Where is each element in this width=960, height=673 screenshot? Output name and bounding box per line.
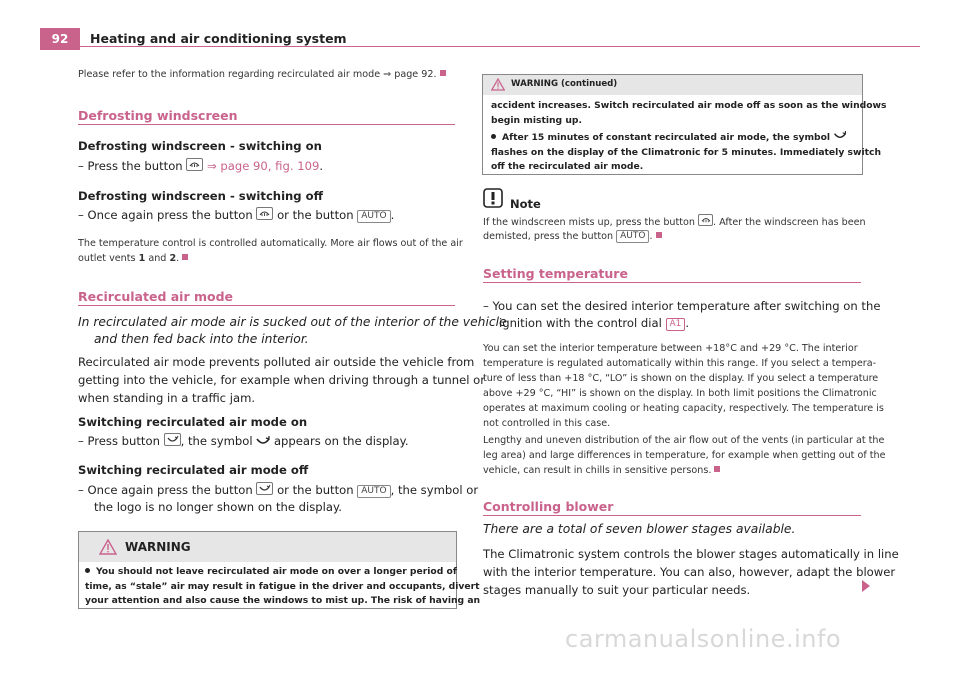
- recirculation-icon: [164, 433, 181, 446]
- blower-body-line1: The Climatronic system controls the blower stages automatically in line: [483, 547, 899, 561]
- warning-title: WARNING: [125, 540, 191, 554]
- recirculation-icon: [833, 131, 847, 140]
- warning-continued-text: accident increases. Switch recirculated air mode off as soon as the windows begin misting up. After 15 minutes of constant recirculated air mode, the symbol flashes on the display of the Climatronic for 5 minutes. Immediately switch off the recirculated air mode.: [491, 100, 887, 172]
- page-number: 92: [40, 28, 80, 50]
- warning-text: You should not leave recirculated air mode on over a longer period of time, as “stale” air may result in fatigue in the driver and occupants, divert your attention and also cause the windows to mist up. The risk of having an: [85, 566, 481, 606]
- section-rule: [78, 124, 455, 125]
- auto-button-label: AUTO: [357, 210, 390, 223]
- recirc-off-step: – Once again press the button or the button AUTO , the symbol or: [78, 483, 479, 497]
- recirc-on-step: – Press button , the symbol appears on the display.: [78, 434, 409, 448]
- defrost-on-step: – Press the button ⇒ page 90, fig. 109.: [78, 159, 324, 173]
- section-rule: [483, 282, 861, 283]
- recirc-body-line2: getting into the vehicle, for example when driving through a tunnel or: [78, 373, 486, 387]
- section-title-temperature: Setting temperature: [483, 266, 628, 281]
- defrost-note-line1: The temperature control is controlled automatically. More air flows out of the air: [78, 238, 463, 249]
- defrost-off-heading: Defrosting windscreen - switching off: [78, 189, 323, 203]
- recirc-body-line3: when standing in a traffic jam.: [78, 391, 256, 405]
- warning-box: [78, 531, 481, 609]
- end-mark-icon: [440, 70, 446, 76]
- warning-header: [79, 532, 456, 562]
- page-title: Heating and air conditioning system: [90, 31, 347, 46]
- recirc-off-step-line2: the logo is no longer shown on the display.: [94, 500, 342, 514]
- auto-button-label: AUTO: [357, 485, 390, 498]
- warning-triangle-icon: [491, 78, 505, 91]
- end-mark-icon: [182, 254, 188, 260]
- header-rule: [40, 46, 920, 47]
- bullet: [85, 568, 90, 573]
- watermark: carmanualsonline.info: [565, 625, 842, 653]
- section-rule: [78, 305, 455, 306]
- warning-header: [483, 75, 862, 95]
- note-line2: demisted, press the button AUTO .: [483, 229, 662, 244]
- recirculation-icon: [256, 482, 273, 495]
- defrost-on-heading: Defrosting windscreen - switching on: [78, 139, 322, 153]
- warning-continued-box: [482, 74, 887, 175]
- auto-button-label: AUTO: [616, 230, 649, 243]
- defrost-icon: [186, 158, 203, 171]
- temp-step-line2: ignition with the control dial A1 .: [499, 316, 690, 330]
- recirculation-icon: [256, 436, 270, 446]
- recirc-body-line1: Recirculated air mode prevents polluted air outside the vehicle from: [78, 355, 475, 369]
- section-title-blower: Controlling blower: [483, 499, 614, 514]
- defrost-off-step: – Once again press the button or the button AUTO .: [78, 208, 395, 222]
- next-page-arrow-icon[interactable]: [862, 580, 870, 592]
- recirc-intro-line1: In recirculated air mode air is sucked out of the interior of the vehicle: [78, 315, 507, 329]
- temp-paragraph-1: You can set the interior temperature between +18°C and +29 °C. The interior temperature is regulated automatically within this range. If you select a tempera- ture of less than +18 °C, “LO” is shown on the display. If you select a temperature above +29 °C, “HI” is shown on the display. In both limit positions the Climatronic operates at maximum cooling or heating capacity, respectively. The temperature is not controlled in this case.: [483, 343, 884, 429]
- end-mark-icon: [714, 466, 720, 472]
- note-icon: [483, 188, 503, 208]
- note-line1: If the windscreen mists up, press the button . After the windscreen has been: [483, 214, 866, 230]
- recirc-off-heading: Switching recirculated air mode off: [78, 463, 309, 477]
- blower-body-line2: with the interior temperature. You can also, however, adapt the blower: [483, 565, 896, 579]
- defrost-icon: [256, 207, 273, 220]
- blower-intro: There are a total of seven blower stages available.: [483, 522, 796, 536]
- recirc-on-heading: Switching recirculated air mode on: [78, 415, 308, 429]
- bullet: [491, 134, 496, 139]
- blower-body-line3: stages manually to suit your particular needs.: [483, 583, 751, 597]
- warning-triangle-icon: [99, 539, 117, 555]
- temp-step-line1: – You can set the desired interior temperature after switching on the: [483, 299, 881, 313]
- note-title: Note: [510, 197, 541, 211]
- warning-continued-title: WARNING (continued): [511, 79, 618, 89]
- section-title-defrost: Defrosting windscreen: [78, 108, 238, 123]
- page-link[interactable]: ⇒ page 90, fig. 109: [207, 159, 320, 173]
- section-rule: [483, 515, 861, 516]
- end-mark-icon: [656, 232, 662, 238]
- defrost-note-line2: outlet vents 1 and 2.: [78, 251, 188, 266]
- control-dial-ref: A1: [666, 318, 686, 331]
- section-title-recirc: Recirculated air mode: [78, 289, 234, 304]
- recirc-intro-line2: and then fed back into the interior.: [94, 332, 309, 346]
- defrost-icon: [698, 214, 713, 226]
- temp-paragraph-2: Lengthy and uneven distribution of the air flow out of the vents (in particular at the leg area) and large differences in temperature, for example when getting out of the vehicle, can result in chills in sensitive persons.: [483, 435, 886, 476]
- refer-paragraph: Please refer to the information regarding recirculated air mode ⇒ page 92.: [78, 67, 446, 82]
